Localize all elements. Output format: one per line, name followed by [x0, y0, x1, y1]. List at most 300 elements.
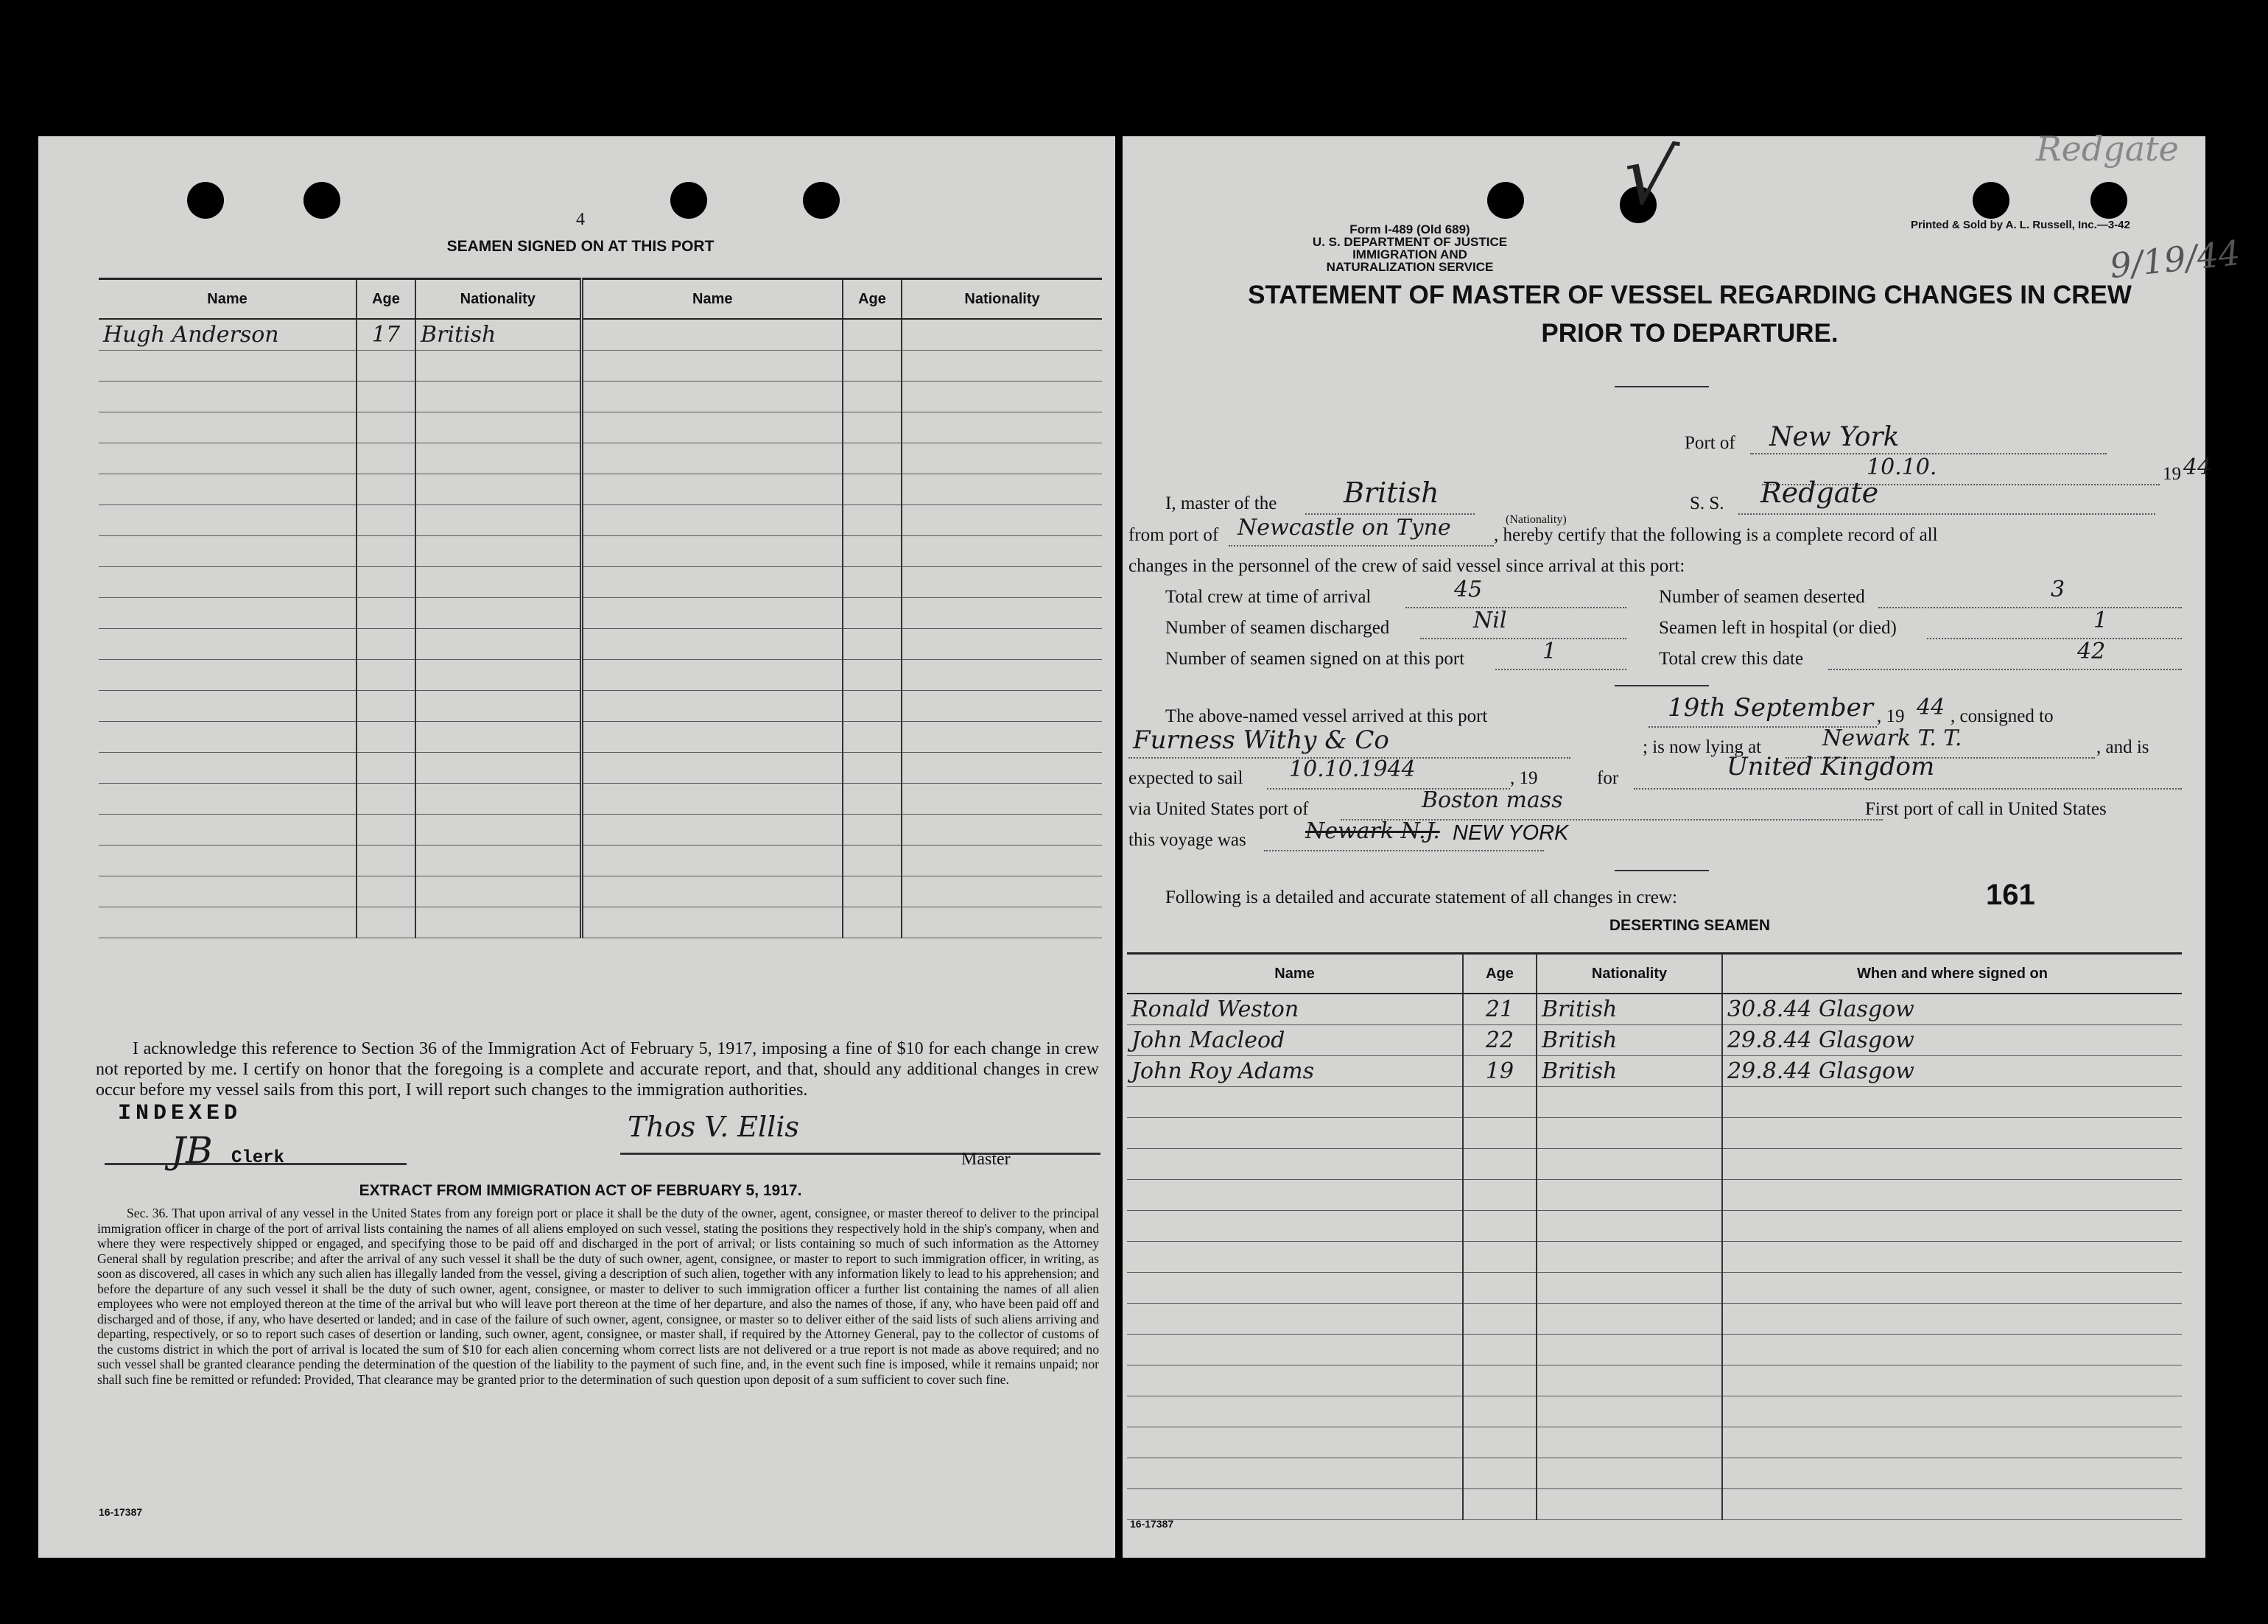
cell-age — [843, 784, 902, 815]
cell-nationality — [1537, 1211, 1722, 1242]
form-number: Form I-489 (Old 689) — [1349, 222, 1470, 236]
cell-nationality — [415, 846, 581, 876]
form-title — [1123, 276, 2257, 353]
table-row — [99, 598, 1102, 629]
cell-age — [357, 691, 415, 722]
cell-age — [357, 598, 415, 629]
cell-signed-on — [1722, 1180, 2182, 1211]
cell-nationality — [415, 876, 581, 907]
cell-nationality — [415, 691, 581, 722]
cell-age — [843, 876, 902, 907]
ship-line — [1738, 513, 2155, 515]
cell-age — [1463, 1211, 1537, 1242]
cell-name — [1127, 1087, 1463, 1118]
cell-name — [581, 691, 843, 722]
stamp-number: 161 — [1986, 879, 2035, 911]
cell-age — [843, 660, 902, 691]
cell-age — [357, 382, 415, 412]
cell-name: John Roy Adams — [1127, 1056, 1463, 1087]
master-of-label: I, master of the — [1165, 493, 1277, 513]
deserted-label: Number of seamen deserted — [1659, 587, 1865, 607]
cell-age — [843, 907, 902, 938]
punch-hole — [2090, 182, 2127, 219]
from-port-line — [1229, 545, 1494, 546]
cell-name — [1127, 1304, 1463, 1335]
cell-signed-on — [1722, 1335, 2182, 1365]
via-label: via United States port of — [1128, 799, 1309, 819]
cell-name — [99, 907, 357, 938]
cell-age: 22 — [1463, 1025, 1537, 1056]
cell-age — [843, 536, 902, 567]
table-row — [1127, 1242, 2182, 1273]
rule — [1615, 870, 1709, 871]
col-header-name: Name — [1127, 954, 1463, 994]
form-header — [1299, 223, 1520, 273]
cell-nationality — [902, 629, 1102, 660]
cell-name — [1127, 1149, 1463, 1180]
sail-date: 10.10.1944 — [1289, 756, 1416, 782]
cell-nationality — [902, 567, 1102, 598]
cell-nationality — [1537, 1180, 1722, 1211]
title-line-2: PRIOR TO DEPARTURE. — [1541, 319, 1839, 348]
cell-signed-on — [1722, 1242, 2182, 1273]
deserting-title: DESERTING SEAMEN — [1609, 917, 1771, 934]
year-value: 44 — [2183, 454, 2212, 480]
via-port: Boston mass — [1422, 787, 1563, 813]
consigned-label: , consigned to — [1951, 706, 2054, 726]
cell-nationality — [415, 815, 581, 846]
col-header-name: Name — [99, 279, 357, 320]
cell-age — [843, 722, 902, 753]
table-row — [99, 443, 1102, 474]
total-crew-arrival: 45 — [1454, 577, 1483, 602]
cell-age — [843, 815, 902, 846]
sail-year-label: , 19 — [1510, 768, 1538, 788]
cell-age — [843, 474, 902, 505]
cell-age — [843, 443, 902, 474]
corner-note: Redgate — [2036, 129, 2179, 169]
cell-name — [581, 784, 843, 815]
cell-signed-on — [1722, 1365, 2182, 1396]
lying-value: Newark T. T. — [1822, 725, 1962, 751]
hospital-label: Seamen left in hospital (or died) — [1659, 618, 1897, 638]
indexed-stamp: INDEXED — [118, 1101, 242, 1126]
cell-name: Ronald Weston — [1127, 994, 1463, 1025]
form-code: 16-17387 — [1130, 1518, 1174, 1530]
cell-age — [1463, 1149, 1537, 1180]
cell-age — [357, 443, 415, 474]
punch-hole — [1487, 182, 1524, 219]
certify-text: , hereby certify that the following is a complete record of all — [1494, 525, 1938, 545]
arrived-value: 19th September — [1668, 693, 1873, 723]
cell-name — [99, 536, 357, 567]
cell-age — [843, 412, 902, 443]
cell-nationality — [415, 412, 581, 443]
table-row — [99, 691, 1102, 722]
cell-nationality — [902, 351, 1102, 382]
table-row — [99, 815, 1102, 846]
cell-nationality — [902, 536, 1102, 567]
table-row — [1127, 1025, 2182, 1056]
first-port-label: First port of call in United States — [1865, 799, 2107, 819]
check-mark: √ — [1617, 125, 1682, 227]
cell-name — [99, 753, 357, 784]
table-row — [99, 907, 1102, 938]
col-header-age: Age — [843, 279, 902, 320]
printer-note: Printed & Sold by A. L. Russell, Inc.—3-42 — [1911, 219, 2130, 231]
table-row — [99, 784, 1102, 815]
arrived-label: The above-named vessel arrived at this port — [1165, 706, 1488, 726]
cell-age — [357, 412, 415, 443]
cell-nationality: British — [1537, 1056, 1722, 1087]
lying-label: ; is now lying at — [1643, 737, 1762, 757]
cell-name — [99, 567, 357, 598]
cell-age — [1463, 1180, 1537, 1211]
table-body — [99, 319, 1102, 938]
date-value: 10.10. — [1867, 454, 1937, 480]
cell-nationality: British — [415, 319, 581, 351]
master-label: Master — [961, 1150, 1011, 1169]
clerk-label: Clerk — [231, 1148, 285, 1168]
cell-age — [1463, 1427, 1537, 1458]
cell-name — [1127, 1211, 1463, 1242]
cell-nationality — [415, 660, 581, 691]
cell-age — [1463, 1489, 1537, 1520]
rule — [1615, 685, 1709, 686]
cell-age — [357, 753, 415, 784]
cell-signed-on — [1722, 1211, 2182, 1242]
cell-name — [581, 846, 843, 876]
nationality-value: British — [1344, 477, 1439, 509]
cell-age — [843, 505, 902, 536]
total-crew-arrival-label: Total crew at time of arrival — [1165, 587, 1372, 607]
cell-name — [581, 815, 843, 846]
table-row — [1127, 1335, 2182, 1365]
cell-age — [843, 567, 902, 598]
cell-nationality — [415, 907, 581, 938]
extract-text: Sec. 36. That upon arrival of any vessel in the United States from any foreign port or place it shall be the duty of the owner, agent, consignee, or master thereof to deliver to the principal immigration officer in charge of the port of arrival lists containing the names of all aliens employed on such vessel, stating the positions they respectively hold in the ship's company, when and where they were respectively shipped or engaged, and specifying those to be paid off and discharged in the port of arrival; or lists containing so much of such information as the Attorney General shall by regulation prescribe; and after the arrival of any such vessel it shall be the duty of such owner, agent, consignee, or master to report to such immigration officer, in writing, as soon as discovered, all cases in which any such alien has illegally landed from the vessel, giving a description of such alien, together with any information likely to lead to his apprehension; and before the departure of any such vessel it shall be the duty of such owner, agent, consignee, or master to deliver to such immigration officer a further list containing the names of all alien employees who were not employed thereon at the time of the arrival but who will leave port thereon at the time of her departure, and also the names of those, if any, who have been paid off and discharged and of those, if any, who have deserted or landed; and in case of the failure of such owner, agent, consignee, or master so to deliver either of the said lists of such aliens arriving and departing, respectively, or so to report such cases of desertion or landing, such owner, agent, consignee, or master shall, if required by the Attorney General, pay to the collector of customs of the customs district in which the port of arrival is located the sum of $10 for each alien concerning whom correct lists are not delivered or a true report is not made as above required; and no such vessel shall be granted clearance pending the determination of the question of the liability to the payment of such fine, and, in the event such fine is imposed, while it remains unpaid; nor shall such fine be remitted or refunded: Provided, That clearance may be granted prior to the determination of such question upon deposit of a sum sufficient to cover such fine. — [97, 1206, 1099, 1387]
cell-age — [1463, 1118, 1537, 1149]
cell-nationality — [902, 505, 1102, 536]
cell-nationality — [902, 319, 1102, 351]
cell-age: 17 — [357, 319, 415, 351]
table-row — [99, 753, 1102, 784]
cell-nationality — [1537, 1427, 1722, 1458]
cell-name — [99, 351, 357, 382]
cell-name — [1127, 1335, 1463, 1365]
col-header-age: Age — [1463, 954, 1537, 994]
cell-age — [1463, 1242, 1537, 1273]
port-value: New York — [1769, 422, 1900, 452]
cell-age: 21 — [1463, 994, 1537, 1025]
cell-nationality — [415, 536, 581, 567]
table-row — [99, 319, 1102, 351]
stat-line — [1405, 607, 1626, 608]
cell-name — [1127, 1180, 1463, 1211]
cell-signed-on — [1722, 1273, 2182, 1304]
cell-nationality — [902, 784, 1102, 815]
cell-name: John Macleod — [1127, 1025, 1463, 1056]
table-row — [99, 412, 1102, 443]
hospital-value: 1 — [2093, 608, 2108, 633]
cell-age — [1463, 1304, 1537, 1335]
stat-line — [1878, 607, 2182, 608]
cell-name — [99, 598, 357, 629]
cell-name — [99, 784, 357, 815]
cell-name — [99, 629, 357, 660]
cell-name — [99, 505, 357, 536]
deserting-seamen-table — [1127, 952, 2182, 1520]
table-row — [99, 505, 1102, 536]
cell-nationality — [902, 660, 1102, 691]
cell-nationality — [902, 412, 1102, 443]
table-row — [1127, 1149, 2182, 1180]
stat-line — [1927, 638, 2182, 639]
cell-age — [357, 784, 415, 815]
cell-name — [1127, 1242, 1463, 1273]
and-is-label: , and is — [2096, 737, 2149, 757]
cell-name — [1127, 1427, 1463, 1458]
table-row — [1127, 1056, 2182, 1087]
cell-name — [1127, 1396, 1463, 1427]
deserted-value: 3 — [2051, 577, 2065, 602]
page-number: 4 — [576, 210, 585, 229]
cell-nationality — [902, 753, 1102, 784]
total-date-value: 42 — [2077, 639, 2106, 664]
table-row — [1127, 1087, 2182, 1118]
table-row — [99, 629, 1102, 660]
cell-name — [581, 536, 843, 567]
cell-name — [581, 876, 843, 907]
cell-age — [1463, 1396, 1537, 1427]
cell-nationality — [902, 382, 1102, 412]
cell-age — [357, 907, 415, 938]
cell-name — [99, 815, 357, 846]
cell-age — [357, 876, 415, 907]
cell-nationality — [902, 598, 1102, 629]
acknowledgment-text: I acknowledge this reference to Section 36 of the Immigration Act of February 5, 1917, imposing a fine of $10 for each change in crew not reported by me. I certify on honor that the foregoing is a complete and accurate report, and that, should any additional changes in crew occur before my vessel sails from this port, I will report such changes to the immigration authorities. — [96, 1039, 1099, 1100]
discharged-value: Nil — [1473, 608, 1507, 633]
title-line-1: STATEMENT OF MASTER OF VESSEL REGARDING CHANGES IN CREW — [1248, 281, 2132, 309]
table-row — [1127, 1489, 2182, 1520]
table-body — [1127, 994, 2182, 1520]
voyage-line — [1264, 850, 1544, 851]
cell-age — [357, 722, 415, 753]
rule — [1615, 386, 1709, 387]
cell-name — [1127, 1365, 1463, 1396]
cell-nationality — [1537, 1087, 1722, 1118]
cell-name — [99, 846, 357, 876]
cell-nationality — [415, 598, 581, 629]
total-date-label: Total crew this date — [1659, 649, 1804, 669]
cell-signed-on — [1722, 1427, 2182, 1458]
cell-signed-on — [1722, 1458, 2182, 1489]
cell-name — [581, 412, 843, 443]
cell-age — [1463, 1458, 1537, 1489]
cell-nationality — [1537, 1242, 1722, 1273]
cell-nationality — [415, 722, 581, 753]
col-header-nationality: Nationality — [1537, 954, 1722, 994]
cell-name — [99, 443, 357, 474]
cell-nationality — [1537, 1335, 1722, 1365]
cell-age — [1463, 1273, 1537, 1304]
cell-nationality — [415, 382, 581, 412]
cell-nationality — [902, 907, 1102, 938]
col-header-signed-on: When and where signed on — [1722, 954, 2182, 994]
cell-name — [581, 660, 843, 691]
cell-name — [581, 505, 843, 536]
cell-age — [357, 351, 415, 382]
cell-age — [843, 598, 902, 629]
cell-signed-on — [1722, 1304, 2182, 1335]
clerk-initials: JB — [171, 1129, 213, 1172]
destination-line — [1634, 788, 2182, 790]
cell-nationality — [1537, 1365, 1722, 1396]
arrived-year-prefix: , 19 — [1877, 706, 1905, 726]
cell-nationality — [1537, 1458, 1722, 1489]
cell-name — [581, 753, 843, 784]
cell-signed-on — [1722, 1489, 2182, 1520]
cell-nationality — [415, 753, 581, 784]
right-page — [1123, 125, 2242, 1558]
year-prefix: 19 — [2163, 464, 2181, 484]
cell-name — [99, 722, 357, 753]
department: U. S. DEPARTMENT OF JUSTICE — [1312, 235, 1508, 249]
cell-age — [357, 815, 415, 846]
cell-age — [843, 319, 902, 351]
table-row — [1127, 994, 2182, 1025]
cell-signed-on — [1722, 1087, 2182, 1118]
expected-label: expected to sail — [1128, 768, 1243, 788]
nationality-caption: (Nationality) — [1506, 513, 1567, 526]
cell-signed-on — [1722, 1118, 2182, 1149]
signed-on-label: Number of seamen signed on at this port — [1165, 649, 1465, 669]
cell-nationality — [902, 722, 1102, 753]
cell-signed-on: 29.8.44 Glasgow — [1722, 1056, 2182, 1087]
table-row — [99, 660, 1102, 691]
cell-nationality — [902, 815, 1102, 846]
cell-nationality — [415, 351, 581, 382]
cell-name — [581, 567, 843, 598]
cell-name — [99, 474, 357, 505]
from-port-label: from port of — [1128, 525, 1219, 545]
for-label: for — [1597, 768, 1619, 788]
consignee: Furness Withy & Co — [1133, 725, 1389, 755]
voyage-label: this voyage was — [1128, 830, 1246, 850]
cell-nationality — [1537, 1489, 1722, 1520]
cell-nationality — [415, 567, 581, 598]
table-row — [1127, 1458, 2182, 1489]
cell-name — [1127, 1489, 1463, 1520]
cell-age — [843, 629, 902, 660]
cell-name: Hugh Anderson — [99, 319, 357, 351]
cell-signed-on — [1722, 1149, 2182, 1180]
cell-name — [581, 351, 843, 382]
cell-name — [581, 629, 843, 660]
left-page — [38, 136, 1115, 1558]
stat-line — [1828, 669, 2182, 670]
master-signature: Thos V. Ellis — [628, 1111, 799, 1143]
cell-name — [581, 382, 843, 412]
col-header-age: Age — [357, 279, 415, 320]
cell-age — [357, 660, 415, 691]
form-code: 16-17387 — [99, 1506, 143, 1518]
changes-text: changes in the personnel of the crew of said vessel since arrival at this port: — [1128, 556, 1685, 576]
discharged-label: Number of seamen discharged — [1165, 618, 1390, 638]
from-port-value: Newcastle on Tyne — [1237, 515, 1451, 541]
stat-line — [1420, 638, 1626, 639]
ship-name: Redgate — [1760, 477, 1879, 509]
cell-name — [1127, 1118, 1463, 1149]
cell-nationality — [415, 505, 581, 536]
cell-nationality — [415, 629, 581, 660]
table-row — [1127, 1211, 2182, 1242]
cell-name — [581, 319, 843, 351]
cell-nationality — [902, 474, 1102, 505]
extract-title: EXTRACT FROM IMMIGRATION ACT OF FEBRUARY 5, 1917. — [359, 1182, 802, 1199]
col-header-nationality: Nationality — [415, 279, 581, 320]
signed-on-value: 1 — [1542, 639, 1557, 664]
cell-nationality: British — [1537, 994, 1722, 1025]
table-row — [1127, 1180, 2182, 1211]
cell-nationality — [1537, 1273, 1722, 1304]
cell-name — [581, 443, 843, 474]
table-row — [99, 846, 1102, 876]
arrived-year: 44 — [1917, 695, 1945, 720]
table-row — [99, 536, 1102, 567]
cell-name — [99, 382, 357, 412]
cell-name — [99, 691, 357, 722]
cell-signed-on: 30.8.44 Glasgow — [1722, 994, 2182, 1025]
cell-nationality — [415, 474, 581, 505]
table-row — [99, 474, 1102, 505]
service: IMMIGRATION AND NATURALIZATION SERVICE — [1326, 247, 1494, 274]
voyage-struck: Newark N.J. — [1305, 818, 1440, 844]
cell-name — [99, 876, 357, 907]
cell-age — [357, 505, 415, 536]
cell-signed-on: 29.8.44 Glasgow — [1722, 1025, 2182, 1056]
cell-signed-on — [1722, 1396, 2182, 1427]
cell-nationality: British — [1537, 1025, 1722, 1056]
voyage-value: NEW YORK — [1453, 821, 1569, 845]
table-row — [99, 351, 1102, 382]
cell-age — [357, 474, 415, 505]
table-row — [99, 382, 1102, 412]
col-header-name: Name — [581, 279, 843, 320]
cell-nationality — [1537, 1396, 1722, 1427]
cell-name — [1127, 1458, 1463, 1489]
cell-age — [357, 536, 415, 567]
seamen-signed-on-table — [99, 278, 1102, 938]
cell-name — [581, 907, 843, 938]
cell-age — [1463, 1365, 1537, 1396]
table-row — [1127, 1396, 2182, 1427]
destination: United Kingdom — [1727, 752, 1935, 781]
table-row — [99, 722, 1102, 753]
cell-nationality — [902, 443, 1102, 474]
table-row — [1127, 1427, 2182, 1458]
table-row — [1127, 1273, 2182, 1304]
cell-name — [581, 598, 843, 629]
cell-age — [357, 629, 415, 660]
cell-age — [843, 691, 902, 722]
cell-age — [1463, 1335, 1537, 1365]
master-signature-line — [620, 1153, 1100, 1155]
port-label: Port of — [1685, 433, 1735, 453]
cell-age — [1463, 1087, 1537, 1118]
cell-nationality — [902, 876, 1102, 907]
cell-name — [581, 474, 843, 505]
